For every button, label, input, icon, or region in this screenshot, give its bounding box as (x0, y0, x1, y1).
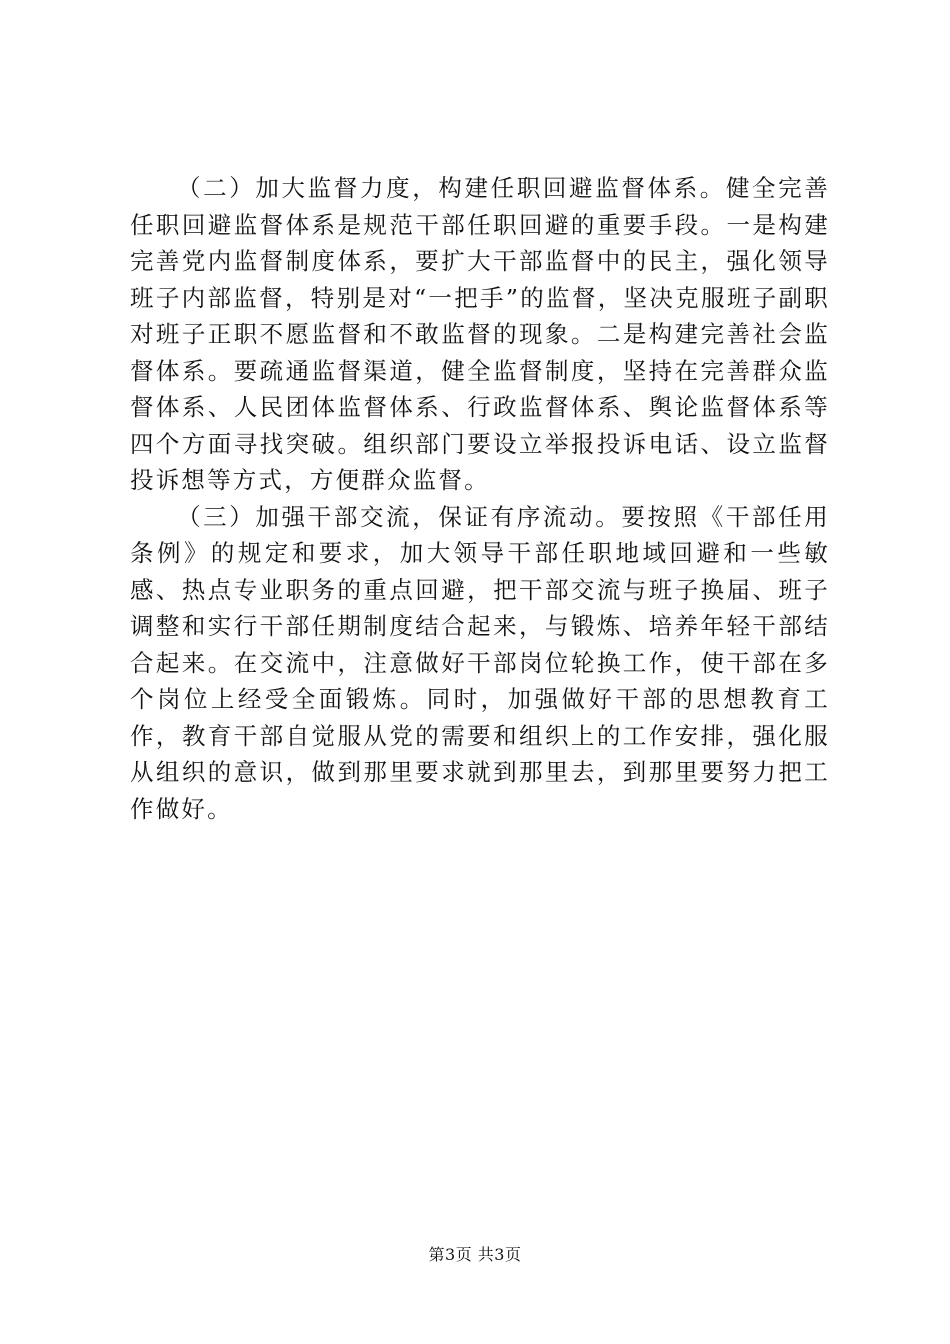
paragraph-supervision: （二）加大监督力度，构建任职回避监督体系。健全完善任职回避监督体系是规范干部任职回避的重要手段。一是构建完善党内监督制度体系，要扩大干部监督中的民主，强化领导班子内部监督，特别是对“一把手”的监督，坚决克服班子副职对班子正职不愿监督和不敢监督的现象。二是构建完善社会监督体系。要疏通监督渠道，健全监督制度，坚持在完善群众监督体系、人民团体监督体系、行政监督体系、舆论监督体系等四个方面寻找突破。组织部门要设立举报投诉电话、设立监督投诉想等方式，方便群众监督。 (130, 174, 830, 494)
document-body (130, 170, 830, 827)
paragraph-cadre-exchange: （三）加强干部交流，保证有序流动。要按照《干部任用条例》的规定和要求，加大领导干部任职地域回避和一些敏感、热点专业职务的重点回避，把干部交流与班子换届、班子调整和实行干部任期制度结合起来，与锻炼、培养年轻干部结合起来。在交流中，注意做好干部岗位轮换工作，使干部在多个岗位上经受全面锻炼。同时，加强做好干部的思想教育工作，教育干部自觉服从党的需要和组织上的工作安排，强化服从组织的意识，做到那里要求就到那里去，到那里要努力把工作做好。 (130, 502, 830, 823)
page-footer: 第3页 共3页 (428, 1245, 522, 1264)
